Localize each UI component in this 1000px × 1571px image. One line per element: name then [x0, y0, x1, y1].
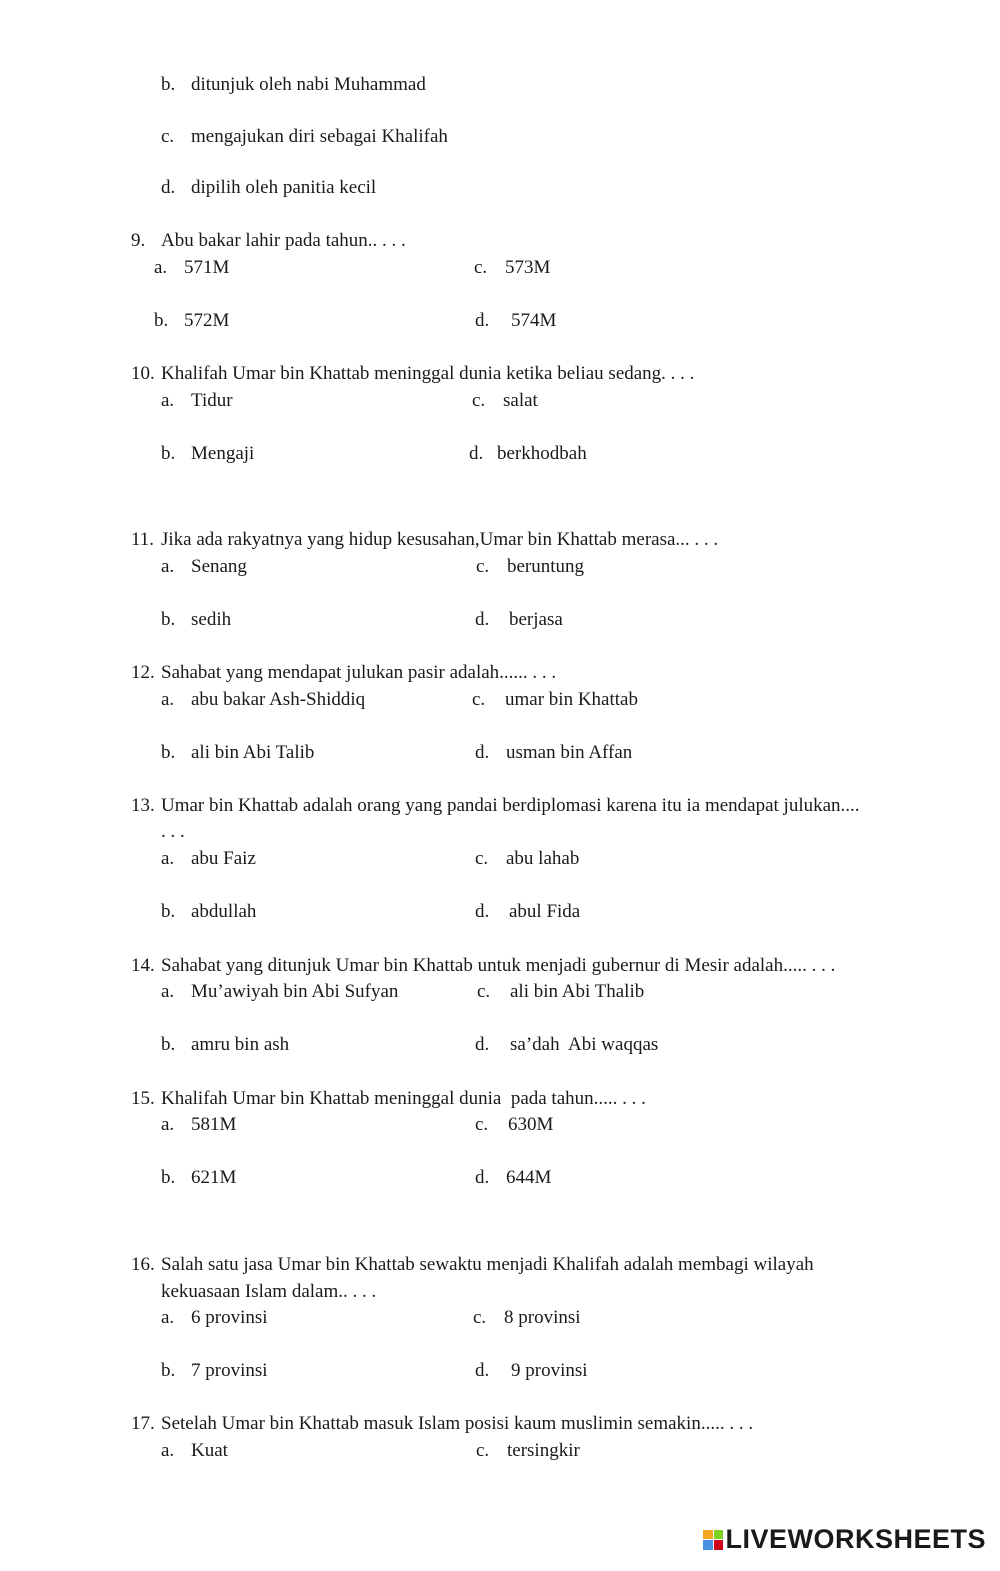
q12-option-c-letter: c. [472, 689, 486, 710]
q14-option-a-letter: a. [161, 981, 175, 1002]
q14-option-b-text: amru bin ash [191, 1034, 290, 1055]
q11-option-b-text: sedih [191, 609, 232, 630]
q10-option-c-letter: c. [472, 390, 486, 411]
q15-option-a-text: 581M [191, 1114, 237, 1135]
q14-option-c-letter: c. [477, 981, 491, 1002]
q8-option-d-letter: d. [161, 177, 176, 198]
q8-option-c-letter: c. [161, 126, 175, 147]
q11-question-text: Jika ada rakyatnya yang hidup kesusahan,Umar bin Khattab merasa... . . . [161, 529, 719, 550]
q16-question-text-cont: kekuasaan Islam dalam.. . . . [161, 1281, 377, 1302]
q11-number: 11. [131, 529, 155, 550]
q9-option-c-text: 573M [505, 257, 551, 278]
q16-question-text: Salah satu jasa Umar bin Khattab sewaktu menjadi Khalifah adalah membagi wilayah [161, 1254, 814, 1275]
q15-option-b-text: 621M [191, 1167, 237, 1188]
liveworksheets-logo [703, 1524, 986, 1555]
q10-option-c-text: salat [503, 390, 538, 411]
q13-option-c-letter: c. [475, 848, 489, 869]
q16-option-a-letter: a. [161, 1307, 175, 1328]
q12-option-a-letter: a. [161, 689, 175, 710]
q14-option-d-letter: d. [475, 1034, 490, 1055]
q16-option-b-letter: b. [161, 1360, 176, 1381]
q9-option-d-letter: d. [475, 310, 490, 331]
q17-number: 17. [131, 1413, 155, 1434]
q17-question-text: Setelah Umar bin Khattab masuk Islam posisi kaum muslimin semakin..... . . . [161, 1413, 754, 1434]
q11-option-d-letter: d. [475, 609, 490, 630]
liveworksheets-logo-icon [703, 1530, 723, 1550]
q14-number: 14. [131, 955, 155, 976]
q9-option-a-letter: a. [154, 257, 168, 278]
q13-question-text: Umar bin Khattab adalah orang yang pandai berdiplomasi karena itu ia mendapat julukan.... [161, 795, 860, 816]
q10-question-text: Khalifah Umar bin Khattab meninggal dunia ketika beliau sedang. . . . [161, 363, 695, 384]
q8-option-c-text: mengajukan diri sebagai Khalifah [191, 126, 448, 147]
q13-option-c-text: abu lahab [506, 848, 580, 869]
q14-option-c-text: ali bin Abi Thalib [510, 981, 645, 1002]
q9-option-c-letter: c. [474, 257, 488, 278]
q11-option-b-letter: b. [161, 609, 176, 630]
q10-option-d-text: berkhodbah [497, 443, 587, 464]
q15-option-d-text: 644M [506, 1167, 552, 1188]
q15-option-c-text: 630M [508, 1114, 554, 1135]
q9-number: 9. [131, 230, 146, 251]
q10-option-b-text: Mengaji [191, 443, 255, 464]
q15-option-c-letter: c. [475, 1114, 489, 1135]
q16-option-c-letter: c. [473, 1307, 487, 1328]
q13-option-b-letter: b. [161, 901, 176, 922]
q11-option-d-text: berjasa [509, 609, 563, 630]
q12-option-d-letter: d. [475, 742, 490, 763]
q10-option-a-text: Tidur [191, 390, 233, 411]
q13-question-text-cont: . . . [161, 821, 185, 842]
q16-option-b-text: 7 provinsi [191, 1360, 268, 1381]
q8-option-b-letter: b. [161, 74, 176, 95]
q10-option-d-letter: d. [469, 443, 484, 464]
q11-option-c-letter: c. [476, 556, 490, 577]
q17-option-c-text: tersingkir [507, 1440, 580, 1461]
q14-option-d-text: sa’dah Abi waqqas [510, 1034, 659, 1055]
q13-option-b-text: abdullah [191, 901, 257, 922]
liveworksheets-logo-text: LIVEWORKSHEETS [725, 1524, 986, 1554]
q12-number: 12. [131, 662, 155, 683]
q8-option-b-text: ditunjuk oleh nabi Muhammad [191, 74, 426, 95]
q15-number: 15. [131, 1088, 155, 1109]
q14-option-b-letter: b. [161, 1034, 176, 1055]
q17-option-c-letter: c. [476, 1440, 490, 1461]
q10-option-b-letter: b. [161, 443, 176, 464]
q9-option-b-letter: b. [154, 310, 169, 331]
q16-option-d-letter: d. [475, 1360, 490, 1381]
q15-option-b-letter: b. [161, 1167, 176, 1188]
q12-option-b-text: ali bin Abi Talib [191, 742, 315, 763]
q12-option-a-text: abu bakar Ash-Shiddiq [191, 689, 366, 710]
q13-option-d-letter: d. [475, 901, 490, 922]
q9-option-a-text: 571M [184, 257, 230, 278]
q12-option-b-letter: b. [161, 742, 176, 763]
q14-option-a-text: Mu’awiyah bin Abi Sufyan [191, 981, 399, 1002]
q14-question-text: Sahabat yang ditunjuk Umar bin Khattab untuk menjadi gubernur di Mesir adalah..... . . . [161, 955, 836, 976]
q12-option-c-text: umar bin Khattab [505, 689, 638, 710]
q13-option-d-text: abul Fida [509, 901, 581, 922]
q16-option-a-text: 6 provinsi [191, 1307, 268, 1328]
q16-option-c-text: 8 provinsi [504, 1307, 581, 1328]
q13-option-a-letter: a. [161, 848, 175, 869]
q10-number: 10. [131, 363, 155, 384]
q17-option-a-text: Kuat [191, 1440, 228, 1461]
q9-option-d-text: 574M [511, 310, 557, 331]
q15-option-a-letter: a. [161, 1114, 175, 1135]
q15-option-d-letter: d. [475, 1167, 490, 1188]
q11-option-a-letter: a. [161, 556, 175, 577]
q16-number: 16. [131, 1254, 155, 1275]
q11-option-c-text: beruntung [507, 556, 585, 577]
q12-option-d-text: usman bin Affan [506, 742, 633, 763]
q10-option-a-letter: a. [161, 390, 175, 411]
q9-option-b-text: 572M [184, 310, 230, 331]
q12-question-text: Sahabat yang mendapat julukan pasir adalah...... . . . [161, 662, 557, 683]
q16-option-d-text: 9 provinsi [511, 1360, 588, 1381]
q13-option-a-text: abu Faiz [191, 848, 256, 869]
q8-option-d-text: dipilih oleh panitia kecil [191, 177, 377, 198]
q11-option-a-text: Senang [191, 556, 247, 577]
q17-option-a-letter: a. [161, 1440, 175, 1461]
q13-number: 13. [131, 795, 155, 816]
q9-question-text: Abu bakar lahir pada tahun.. . . . [161, 230, 406, 251]
q15-question-text: Khalifah Umar bin Khattab meninggal dunia pada tahun..... . . . [161, 1088, 646, 1109]
